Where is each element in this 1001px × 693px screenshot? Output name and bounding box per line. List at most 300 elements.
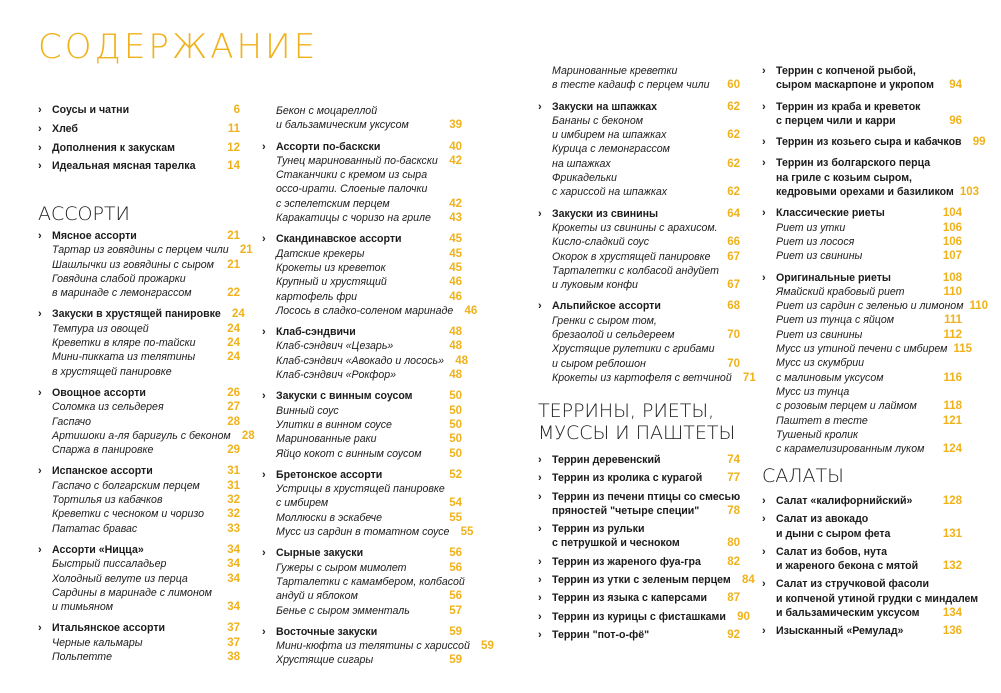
toc-entry xyxy=(538,221,740,235)
toc-entry-title: Риет из свинины xyxy=(776,250,863,263)
toc-entry-title: Черные кальмары xyxy=(52,636,143,649)
toc-page-number: 55 xyxy=(449,511,462,524)
toc-page-number: 82 xyxy=(727,555,740,568)
toc-page-number: 40 xyxy=(449,140,462,153)
toc-page-number: 24 xyxy=(227,322,240,335)
toc-page-number: 56 xyxy=(449,547,462,560)
toc-page-number: 67 xyxy=(727,250,740,263)
toc-page-number: 27 xyxy=(227,401,240,414)
toc-group xyxy=(262,625,494,668)
toc-entry-title: Окорок в хрустящей панировке xyxy=(552,250,711,263)
toc-entry-heading xyxy=(262,625,462,639)
toc-entry xyxy=(538,128,740,142)
toc-entry-heading xyxy=(538,504,740,518)
chevron-right-icon: › xyxy=(538,574,542,587)
toc-entry-title: и жареного бекона с мятой xyxy=(776,560,919,573)
toc-entry-title: Креветки с чесноком и чоризо xyxy=(52,508,205,521)
chevron-right-icon: › xyxy=(38,308,42,321)
toc-entry-title: Соусы и чатни xyxy=(52,104,130,116)
toc-entry-title: Холодный велуте из перца xyxy=(52,572,188,585)
toc-page-number: 94 xyxy=(949,79,962,92)
toc-page-number: 33 xyxy=(227,522,240,535)
toc-entry-title: Ассорти по-баскски xyxy=(276,140,381,153)
toc-entry-title: Тарталетки с камамбером, колбасой xyxy=(276,575,465,588)
toc-page-number: 38 xyxy=(227,651,240,664)
toc-entry-title: на шпажках xyxy=(552,157,611,170)
toc-entry-title: Пататас бравас xyxy=(52,522,138,535)
toc-entry-title: Альпийское ассорти xyxy=(552,300,661,313)
toc-entry xyxy=(538,171,740,185)
toc-entry xyxy=(262,418,462,432)
toc-page-number: 99 xyxy=(972,136,986,149)
toc-page-number: 134 xyxy=(942,607,962,620)
toc-entry xyxy=(538,64,740,78)
toc-entry-title: Салат из стручковой фасоли xyxy=(776,578,930,591)
toc-group xyxy=(538,591,740,605)
toc-group xyxy=(538,100,740,200)
toc-entry xyxy=(262,482,462,496)
toc-group xyxy=(262,468,474,539)
toc-group xyxy=(262,325,469,382)
toc-page-number: 31 xyxy=(227,479,240,492)
toc-entry xyxy=(38,350,240,364)
toc-entry xyxy=(762,399,962,413)
toc-entry-heading xyxy=(538,100,740,114)
toc-entry-title: Артишоки а-ля баригуль с беконом xyxy=(52,429,231,442)
toc-entry xyxy=(262,511,462,525)
toc-entry-heading xyxy=(262,140,462,154)
toc-page-number: 12 xyxy=(227,141,240,154)
toc-entry xyxy=(538,328,740,342)
toc-page-number: 110 xyxy=(969,300,989,313)
toc-entry-heading xyxy=(538,555,740,569)
toc-entry-title: Хрустящие рулетики с грибами xyxy=(552,343,715,356)
toc-entry-title: Сырные закуски xyxy=(276,547,364,560)
toc-entry-title: Маринованные раки xyxy=(276,433,377,446)
toc-entry xyxy=(762,442,962,456)
toc-page-number: 92 xyxy=(727,628,740,641)
toc-entry-title: Лосось в сладко-соленом маринаде xyxy=(276,304,454,317)
toc-entry-heading xyxy=(762,577,962,591)
toc-entry-title: Террин из рульки xyxy=(552,523,645,536)
toc-entry xyxy=(262,525,474,539)
toc-entry xyxy=(262,354,469,368)
chevron-right-icon: › xyxy=(762,545,766,558)
toc-entry-heading xyxy=(538,471,740,485)
chevron-right-icon: › xyxy=(38,386,42,399)
toc-entry-heading xyxy=(38,122,240,136)
toc-entry-title: Гренки с сыром том, xyxy=(552,314,657,327)
toc-page-number: 66 xyxy=(727,236,740,249)
toc-page-number: 48 xyxy=(449,326,462,339)
toc-entry-title: Гужеры с сыром мимолет xyxy=(276,561,407,574)
toc-entry-title: с перцем чили и карри xyxy=(776,114,896,127)
toc-page-number: 45 xyxy=(449,233,462,246)
toc-page-number: 115 xyxy=(953,343,973,356)
toc-entry xyxy=(38,493,240,507)
toc-page-number: 74 xyxy=(727,454,740,466)
toc-entry-heading xyxy=(762,512,962,526)
toc-group xyxy=(538,471,740,485)
toc-entry xyxy=(38,286,240,300)
toc-entry-title: Салат «калифорнийский» xyxy=(776,495,913,507)
toc-entry-heading xyxy=(38,307,245,321)
toc-entry-title: Закуски с винным соусом xyxy=(276,390,413,403)
toc-group xyxy=(762,156,980,199)
toc-entry xyxy=(38,365,240,379)
toc-entry xyxy=(38,443,240,457)
toc-entry-title: Мясное ассорти xyxy=(52,230,137,242)
toc-entry-heading xyxy=(38,386,240,400)
toc-group xyxy=(538,207,740,293)
toc-entry xyxy=(262,404,462,418)
toc-group xyxy=(262,389,462,460)
toc-page-number: 59 xyxy=(449,625,462,638)
chevron-right-icon: › xyxy=(38,141,42,154)
toc-page-number: 62 xyxy=(727,157,740,170)
toc-entry-title: с петрушкой и чесноком xyxy=(552,537,680,550)
toc-column-4 xyxy=(762,64,989,463)
toc-entry-title: Кисло-сладкий соус xyxy=(552,236,650,249)
toc-entry-title: Клаб-сэндвич «Рокфор» xyxy=(276,369,397,382)
toc-page-number: 46 xyxy=(464,304,478,317)
toc-column-4-salads xyxy=(762,494,979,643)
toc-group xyxy=(762,100,962,129)
toc-page-number: 34 xyxy=(227,558,240,571)
toc-page-number: 48 xyxy=(449,340,462,353)
toc-page-number: 42 xyxy=(449,197,462,210)
toc-entry xyxy=(538,278,740,292)
toc-entry-heading xyxy=(538,453,740,467)
toc-group xyxy=(538,573,755,587)
chevron-right-icon: › xyxy=(38,122,42,135)
toc-page-number: 124 xyxy=(942,443,962,456)
toc-entry xyxy=(762,371,962,385)
toc-group xyxy=(38,543,240,614)
toc-group xyxy=(38,464,240,535)
toc-entry-title: Закуски из свинины xyxy=(552,207,659,220)
toc-page-number: 103 xyxy=(959,186,980,199)
chevron-right-icon: › xyxy=(762,271,766,284)
toc-entry xyxy=(538,357,740,371)
chevron-right-icon: › xyxy=(38,160,42,173)
toc-page-number: 136 xyxy=(942,625,962,638)
toc-entry xyxy=(262,304,478,318)
toc-page-number: 24 xyxy=(227,337,240,350)
toc-entry-heading xyxy=(538,299,740,313)
toc-entry xyxy=(262,275,462,289)
section-title-salads: САЛАТЫ xyxy=(762,465,844,487)
toc-entry-title: Мини-пикката из телятины xyxy=(52,351,196,364)
toc-entry xyxy=(262,168,462,182)
toc-entry-title: Сардины в маринаде с лимоном xyxy=(52,586,212,599)
toc-group xyxy=(38,229,253,300)
toc-page-number: 45 xyxy=(449,247,462,260)
toc-entry-title: Быстрый писсаладьер xyxy=(52,558,167,571)
toc-page-number: 121 xyxy=(942,414,962,427)
toc-page-number: 116 xyxy=(943,371,962,384)
chevron-right-icon: › xyxy=(762,578,766,591)
toc-entry xyxy=(262,211,462,225)
toc-page-number: 24 xyxy=(232,308,245,321)
toc-page-number: 131 xyxy=(942,527,962,540)
toc-page-number: 104 xyxy=(942,207,962,220)
toc-entry-title: в маринаде с лемонграссом xyxy=(52,287,192,300)
toc-entry xyxy=(762,356,962,370)
toc-entry-title: Гаспачо с болгарским перцем xyxy=(52,479,200,492)
toc-entry-title: с хариссой на шпажках xyxy=(552,186,668,199)
chevron-right-icon: › xyxy=(538,490,542,503)
toc-entry-heading xyxy=(38,159,240,173)
toc-entry xyxy=(538,185,740,199)
toc-entry-title: Соломка из сельдерея xyxy=(52,401,164,414)
toc-entry-title: Курица с лемонграссом xyxy=(552,143,670,156)
toc-entry-title: андуй и яблоком xyxy=(276,590,358,603)
toc-entry xyxy=(762,299,989,313)
toc-page-number: 6 xyxy=(233,104,240,116)
toc-entry xyxy=(38,636,240,650)
toc-page-number: 132 xyxy=(942,560,962,573)
toc-entry-heading xyxy=(538,573,755,587)
toc-entry-heading xyxy=(762,624,962,638)
toc-entry xyxy=(762,235,962,249)
toc-entry-title: Маринованные креветки xyxy=(552,65,678,77)
toc-entry xyxy=(762,249,962,263)
toc-entry xyxy=(762,428,962,442)
toc-entry-title: Крокеты из свинины с арахисом. xyxy=(552,221,718,234)
toc-page-number: 106 xyxy=(942,221,962,234)
chevron-right-icon: › xyxy=(262,468,266,481)
toc-page-number: 77 xyxy=(727,472,740,485)
toc-page-number: 42 xyxy=(449,154,462,167)
toc-entry xyxy=(38,557,240,571)
toc-page-number: 45 xyxy=(449,261,462,274)
chevron-right-icon: › xyxy=(538,610,542,623)
toc-entry-title: Мусс из тунца xyxy=(776,385,850,398)
toc-entry xyxy=(538,314,740,328)
toc-entry xyxy=(262,561,462,575)
toc-page-number: 57 xyxy=(449,604,462,617)
chevron-right-icon: › xyxy=(762,495,766,507)
toc-entry-title: Хрустящие сигары xyxy=(276,654,374,667)
toc-page-number: 11 xyxy=(227,122,240,135)
toc-page-number: 24 xyxy=(227,351,240,364)
toc-page-number: 48 xyxy=(455,354,469,367)
toc-entry-title: Риет из утки xyxy=(776,221,846,234)
chevron-right-icon: › xyxy=(38,622,42,635)
toc-page-number: 96 xyxy=(949,114,962,127)
toc-entry-title: Террин из кролика с курагой xyxy=(552,472,703,485)
toc-entry xyxy=(38,650,240,664)
toc-column-1 xyxy=(38,229,255,671)
toc-entry-title: Крокеты из картофеля с ветчиной xyxy=(552,371,732,384)
toc-entry-title: с малиновым уксусом xyxy=(776,371,884,384)
chevron-right-icon: › xyxy=(538,472,542,485)
toc-page-number: 39 xyxy=(449,119,462,132)
toc-page-number: 48 xyxy=(449,369,462,382)
toc-page-number: 80 xyxy=(727,537,740,550)
toc-entry xyxy=(38,479,240,493)
toc-page-number: 21 xyxy=(227,258,240,271)
toc-page-number: 106 xyxy=(942,235,962,248)
toc-page-number: 28 xyxy=(227,415,240,428)
toc-page-number: 70 xyxy=(727,357,740,370)
chevron-right-icon: › xyxy=(762,100,766,113)
toc-group xyxy=(538,453,740,467)
chevron-right-icon: › xyxy=(262,326,266,339)
toc-page-number: 32 xyxy=(227,508,240,521)
toc-group xyxy=(762,206,962,263)
toc-entry-heading xyxy=(38,229,240,243)
toc-entry-title: Бананы с беконом xyxy=(552,114,644,127)
toc-page-number: 50 xyxy=(449,404,462,417)
toc-page-number: 21 xyxy=(227,230,240,242)
toc-page-number: 26 xyxy=(227,386,240,399)
toc-entry-heading xyxy=(762,135,986,149)
toc-entry-heading xyxy=(538,628,740,642)
toc-group xyxy=(262,140,462,226)
toc-page-number: 22 xyxy=(227,287,240,300)
toc-entry-title: Датские крекеры xyxy=(276,247,365,260)
toc-entry-heading xyxy=(538,610,750,624)
toc-entry-title: с карамелизированным луком xyxy=(776,443,925,456)
toc-entry-title: Классические риеты xyxy=(776,207,885,220)
toc-entry-title: брезаолой и сельдереем xyxy=(552,329,675,342)
toc-page-number: 34 xyxy=(227,572,240,585)
toc-entry-heading xyxy=(762,64,962,78)
chevron-right-icon: › xyxy=(762,513,766,526)
toc-entry-title: Тушеный кролик xyxy=(776,428,858,441)
toc-entry-title: в хрустящей панировке xyxy=(52,365,172,378)
toc-entry-title: Мини-кюфта из телятины с хариссой xyxy=(276,640,470,653)
toc-entry-title: с эспелетским перцем xyxy=(276,197,390,210)
toc-entry-heading xyxy=(538,536,740,550)
toc-group xyxy=(38,307,245,378)
toc-entry-title: Террин из козьего сыра и кабачков xyxy=(776,136,962,149)
toc-group xyxy=(538,555,740,569)
toc-entry xyxy=(262,604,462,618)
toc-group xyxy=(538,64,740,93)
toc-column-1-top xyxy=(38,103,240,178)
toc-page-number: 112 xyxy=(943,328,962,341)
toc-entry-heading xyxy=(762,100,962,114)
toc-page-number: 43 xyxy=(449,212,462,225)
toc-group xyxy=(262,104,462,133)
toc-entry xyxy=(762,313,962,327)
toc-page-number: 107 xyxy=(942,250,962,263)
toc-group xyxy=(762,271,989,457)
toc-entry-title: в тесте кадаиф с перцем чили xyxy=(552,79,710,92)
chevron-right-icon: › xyxy=(262,233,266,246)
toc-page-number: 34 xyxy=(227,543,240,556)
toc-page-number: 31 xyxy=(227,465,240,478)
toc-entry xyxy=(538,142,740,156)
toc-group xyxy=(538,490,740,519)
toc-entry-title: Спаржа в панировке xyxy=(52,444,154,457)
toc-entry-title: Клаб-сэндвич «Авокадо и лосось» xyxy=(276,354,445,367)
toc-entry-heading xyxy=(38,141,240,155)
toc-entry-title: Идеальная мясная тарелка xyxy=(52,160,196,173)
toc-entry-title: Яйцо кокот с винным соусом xyxy=(276,447,422,460)
toc-entry-title: Испанское ассорти xyxy=(52,465,153,478)
toc-page-number: 128 xyxy=(942,495,962,507)
toc-entry-title: и бальзамическим уксусом xyxy=(776,607,920,620)
toc-entry-heading xyxy=(762,527,962,541)
toc-page-number: 111 xyxy=(944,314,962,327)
toc-entry-title: Риет из лосося xyxy=(776,235,855,248)
chevron-right-icon: › xyxy=(762,157,766,170)
toc-entry xyxy=(538,235,740,249)
toc-group xyxy=(38,386,255,457)
toc-group xyxy=(538,522,740,551)
toc-entry-title: Бретонское ассорти xyxy=(276,468,383,481)
toc-group xyxy=(762,624,962,638)
toc-entry-title: Риет из свинины xyxy=(776,328,863,341)
toc-page-number: 55 xyxy=(460,526,474,539)
toc-entry-title: Дополнения к закускам xyxy=(52,141,175,154)
toc-entry-heading xyxy=(762,606,962,620)
toc-entry-title: Восточные закуски xyxy=(276,625,378,638)
toc-entry-title: и луковым конфи xyxy=(552,279,638,292)
toc-page-number: 62 xyxy=(727,100,740,113)
chevron-right-icon: › xyxy=(262,547,266,560)
chevron-right-icon: › xyxy=(762,625,766,638)
toc-page-number: 28 xyxy=(241,429,255,442)
toc-entry xyxy=(262,432,462,446)
toc-page-number: 56 xyxy=(449,590,462,603)
toc-page-number: 59 xyxy=(449,654,462,667)
toc-entry-title: Закуски на шпажках xyxy=(552,100,658,113)
toc-entry-title: Ямайский крабовый риет xyxy=(776,285,905,298)
toc-page-number: 32 xyxy=(227,494,240,507)
toc-entry xyxy=(538,114,740,128)
toc-entry-title: и имбирем на шпажках xyxy=(552,129,667,142)
toc-group xyxy=(538,628,740,642)
toc-entry-title: Креветки в кляре по-тайски xyxy=(52,337,196,350)
toc-entry-title: Террин из болгарского перца xyxy=(776,157,931,170)
toc-entry-title: с имбирем xyxy=(276,497,329,510)
toc-entry-title: Мусс из утиной печени с имбирем xyxy=(776,343,948,356)
toc-page-number: 87 xyxy=(727,592,740,605)
toc-group xyxy=(262,232,478,318)
toc-column-3-terrines xyxy=(538,453,755,646)
toc-page-number: 70 xyxy=(727,329,740,342)
toc-entry-title: Террин "пот-о-фё" xyxy=(552,628,650,641)
toc-page-number: 50 xyxy=(449,447,462,460)
toc-entry-title: Бенье с сыром эмменталь xyxy=(276,604,410,617)
section-title-terrines: ТЕРРИНЫ, РИЕТЫ, МУССЫ И ПАШТЕТЫ xyxy=(538,400,736,445)
toc-page-number: 29 xyxy=(227,444,240,457)
toc-entry xyxy=(262,104,462,118)
toc-entry xyxy=(538,250,740,264)
toc-entry-title: Закуски в хрустящей панировке xyxy=(52,308,221,321)
toc-entry-title: Мусс из скумбрии xyxy=(776,357,865,370)
toc-page-number: 68 xyxy=(727,300,740,313)
toc-column-2 xyxy=(262,104,494,675)
toc-page-number: 21 xyxy=(239,244,253,257)
toc-entry-title: Стаканчики с кремом из сыра xyxy=(276,169,428,182)
toc-entry-heading xyxy=(538,522,740,536)
toc-entry xyxy=(38,272,240,286)
toc-entry-title: с розовым перцем и лаймом xyxy=(776,400,917,413)
toc-entry xyxy=(762,385,962,399)
toc-page-number: 59 xyxy=(481,640,494,653)
toc-entry-heading xyxy=(262,389,462,403)
toc-entry xyxy=(762,285,962,299)
toc-entry-heading xyxy=(762,592,979,606)
toc-entry-title: Риет из сардин с зеленью и лимоном xyxy=(776,300,964,313)
chevron-right-icon: › xyxy=(538,628,542,641)
